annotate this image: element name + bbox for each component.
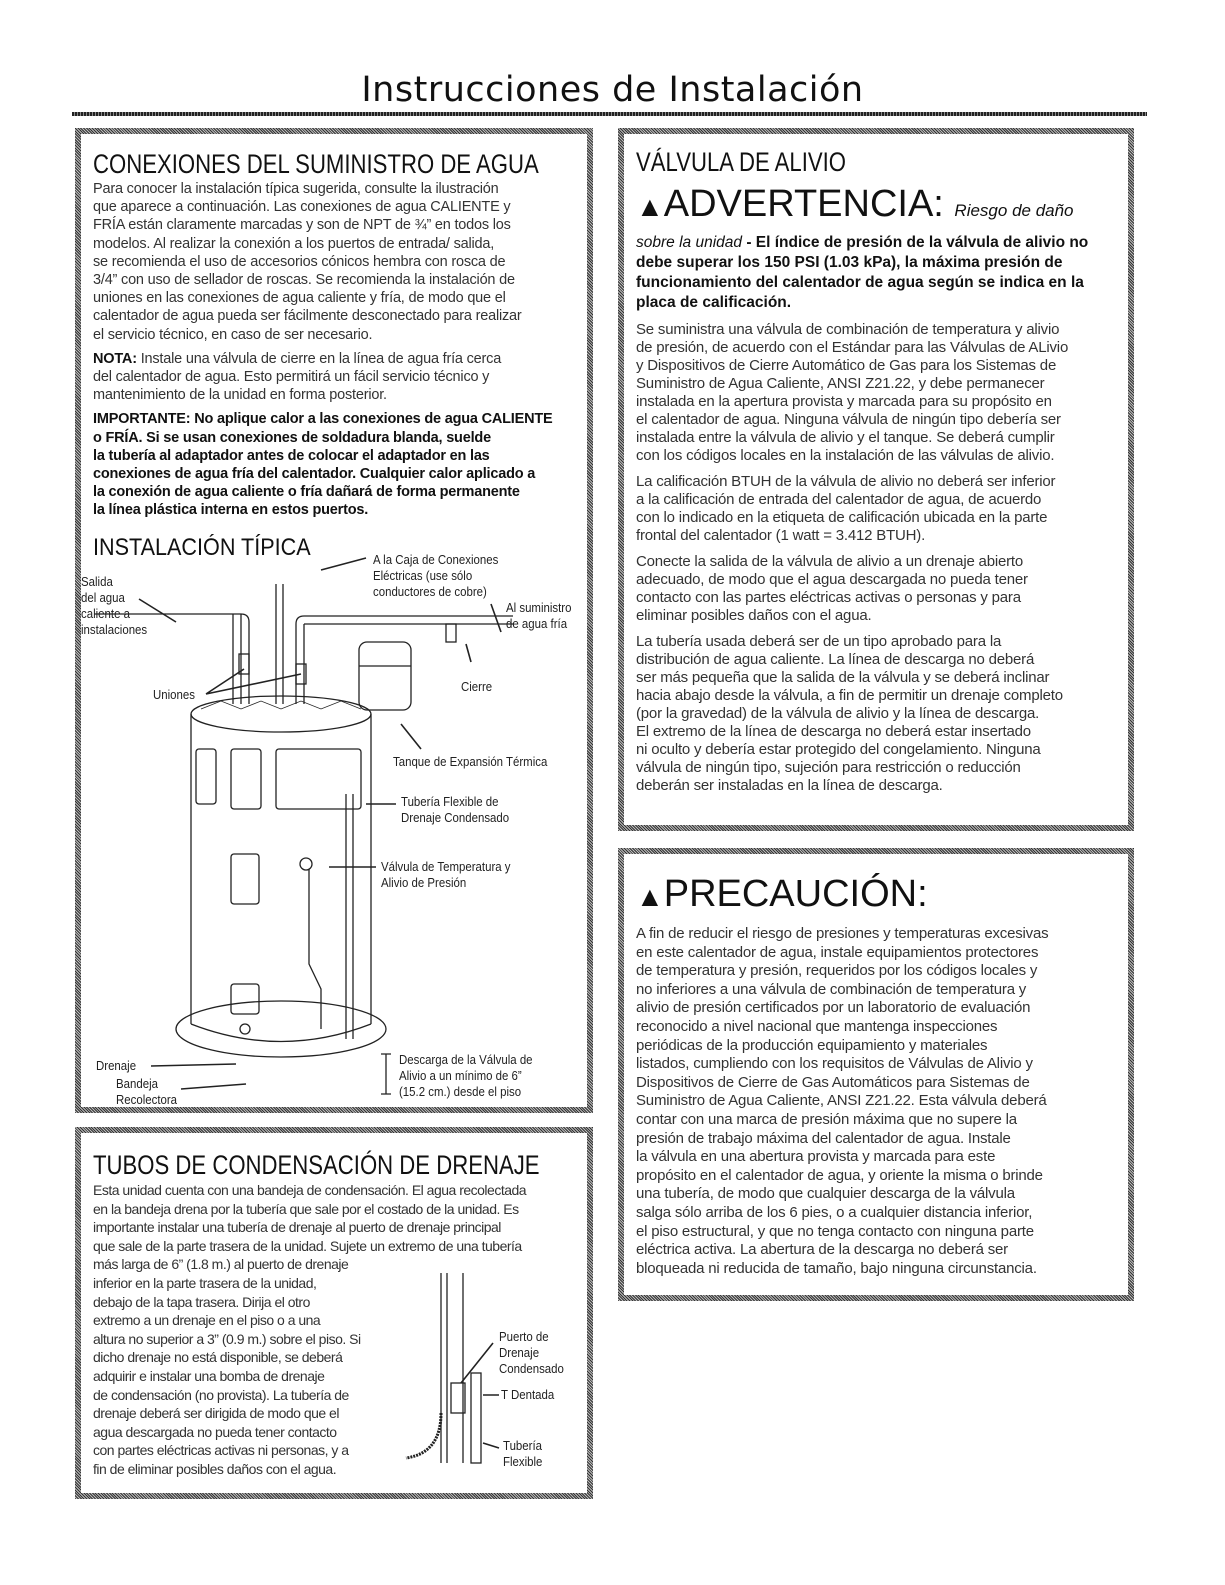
label-tuberia: Tubería Flexible — [503, 1438, 543, 1469]
typical-installation-title: INSTALACIÓN TÍPICA — [93, 534, 311, 561]
relief-p2: La calificación BTUH de la válvula de alivio no deberá ser inferior a la calificación de entrada del calentador de agua, de acuerdo con lo indicado en la etiqueta de calificación ubicada en la parte frontal del calentador (1 watt = 3.412 BTUH). — [636, 473, 1056, 544]
label-salida: Salida del agua caliente a instalaciones — [81, 574, 148, 637]
warning-text — [636, 233, 1116, 313]
label-puerto: Puerto de Drenaje Condensado — [499, 1329, 564, 1376]
title-rule — [72, 112, 1147, 116]
label-drenaje: Drenaje — [96, 1058, 137, 1073]
water-heater-illustration — [81, 554, 587, 1114]
label-descarga: Descarga de la Válvula de Alivio a un mínimo de 6” (15.2 cm.) desde el piso — [399, 1052, 533, 1099]
warning-heading — [636, 182, 1116, 233]
warning-subtitle: Riesgo de daño — [954, 201, 1074, 220]
label-caja: A la Caja de Conexiones Eléctricas (use sólo conductores de cobre) — [373, 552, 499, 599]
warning-triangle-icon: ▲ — [636, 191, 664, 222]
caution-heading — [636, 872, 1116, 919]
label-uniones: Uniones — [153, 687, 195, 702]
importante-label: IMPORTANTE: — [93, 411, 191, 428]
caution-section — [618, 848, 1134, 1301]
condensate-text-full: Esta unidad cuenta con una bandeja de condensación. El agua recolectada en la bandeja drena por la tubería que sale por el costado de la unidad. Es importante instalar una tubería de drenaje al puerto de drenaje principal que sale de la parte trasera de la unidad. Sujete un extremo de una tubería — [93, 1182, 527, 1254]
relief-p3: Conecte la salida de la válvula de alivio a un drenaje abierto adecuado, de modo que el agua descargada no pueda tener contacto con las partes eléctricas activas o personas y para eliminar posibles daños con el agua. — [636, 553, 1028, 624]
condensate-drain-illustration — [381, 1263, 501, 1483]
label-bandeja: Bandeja Recolectora — [116, 1076, 178, 1107]
warning-body: - El índice de presión de la válvula de alivio no debe superar los 150 PSI (1.03 kPa), la máxima presión de funcionamiento del calentador de agua según se indica en la placa de calificación. — [636, 234, 1089, 311]
label-valvula: Válvula de Temperatura y Alivio de Presión — [381, 859, 511, 890]
relief-p4: La tubería usada deberá ser de un tipo aprobado para la distribución de agua caliente. La línea de descarga no deberá ser más pequeña que la salida de la válvula y se deberá inclinar hacia abajo desde la válvula, a fin de permitir un drenaje completo (por la gravedad) de la válvula de alivio y la línea de descarga. El extremo de la línea de descarga no deberá estar insertado ni oculto y debería estar protegido del congelamiento. Ninguna válvula de ningún tipo, sujeción para restricción o reducción deberán ser instaladas en la línea de descarga. — [636, 633, 1063, 794]
section-title: CONEXIONES DEL SUMINISTRO DE AGUA — [93, 149, 539, 179]
label-tuberia-flexible: Tubería Flexible de Drenaje Condensado — [401, 794, 510, 825]
label-cierre: Cierre — [461, 679, 493, 694]
nota-paragraph — [93, 350, 575, 405]
water-supply-section — [75, 128, 593, 1113]
nota-text: Instale una válvula de cierre en la línea de agua fría cerca del calentador de agua. Esto permitirá un fácil servicio técnico y mantenimiento de la unidad en forma posterior. — [93, 350, 502, 404]
warning-triangle-icon: ▲ — [636, 881, 664, 912]
caution-label: PRECAUCIÓN: — [663, 873, 928, 915]
warning-label: ADVERTENCIA: — [663, 183, 944, 225]
section-title: TUBOS DE CONDENSACIÓN DE DRENAJE — [93, 1150, 540, 1180]
label-suministro: Al suministro de agua fría — [506, 600, 572, 631]
page-title: Instrucciones de Instalación — [361, 70, 864, 110]
section-title: VÁLVULA DE ALIVIO — [636, 147, 847, 177]
relief-p1: Se suministra una válvula de combinación de temperatura y alivio de presión, de acuerdo con el Estándar para las Válvulas de ALivio y Dispositivos de Cierre Automático de Gas para los Sistemas de Suministro de Agua Caliente, ANSI Z21.22, y debe permanecer instalada en la apertura provista y marcada para su propósito en el calentador de agua. Ninguna válvula de ningún tipo debería ser instalada entre la válvula de alivio y el tanque. Se deberá cumplir con los códigos locales en la instalación de las válvulas de alivio. — [636, 321, 1069, 464]
label-t-dentada: T Dentada — [501, 1387, 555, 1402]
condensate-drain-section — [75, 1127, 593, 1499]
importante-text: No aplique calor a las conexiones de agua CALIENTE o FRÍA. Si se usan conexiones de soldadura blanda, suelde la tubería al adaptador antes de colocar el adaptador en las conexiones de agua fría del calentador. Cualquier calor aplicado a la conexión de agua caliente o fría dañará de forma permanente la línea plástica interna en estos puertos. — [93, 411, 553, 519]
caution-text: A fin de reducir el riesgo de presiones y temperaturas excesivas en este calentador de agua, instale equipamientos protectores de temperatura y presión, requeridos por los códigos locales y no inferiores a una válvula de combinación de temperatura y alivio de presión certificados por un laboratorio de evaluación reconocido a nivel nacional que mantenga inspecciones periódicas de la producción equipamiento y materiales listados, cumpliendo con los requisitos de Válvulas de Alivio y Dispositivos de Cierre de Gas Automáticos para Sistemas de Suministro de Agua Caliente, ANSI Z21.22. Esta válvula deberá contar con una marca de presión máxima que no supere la presión de trabajo máxima del calentador de agua. Instale la válvula en una abertura provista y marcada para este propósito en el calentador de agua, y oriente la misma o brinde una tubería, de modo que cualquier descarga de la válvula salga sólo arriba de los 6 pies, o a cualquier distancia inferior, el piso estructural, y que no tenga contacto con ninguna parte eléctrica activa. La abertura de la descarga no deberá ser bloqueada ni reducida de tamaño, bajo ninguna circunstancia. — [636, 925, 1049, 1277]
condensate-text-narrow: más larga de 6” (1.8 m.) al puerto de drenaje inferior en la parte trasera de la unidad, debajo de la tapa trasera. Dirija el otro extremo a un drenaje en el piso o a una altura no superior a 3” (0.9 m.) sobre el piso. Si dicho drenaje no está disponible, se deberá adquirir e instalar una bomba de drenaje de condensación (no provista). La tubería de drenaje deberá ser dirigida de modo que el agua descargada no pueda tener contacto con partes eléctricas activas ni personas, y a fin de eliminar posibles daños con el agua. — [93, 1256, 361, 1477]
importante-paragraph — [93, 410, 575, 519]
supply-intro: Para conocer la instalación típica sugerida, consulte la ilustración que aparece a continuación. Las conexiones de agua CALIENTE y FRÍA están claramente marcadas y son de NPT de ¾” en todos los modelos. Al realizar la conexión a los puertos de entrada/ salida, se recomienda el uso de accesorios cónicos hembra con rosca de 3/4” con uso de sellador de roscas. Se recomienda la instalación de uniones en las conexiones de agua caliente y fría, de modo que el calentador de agua pueda ser fácilmente desconectado para realizar el servicio técnico, en caso de ser necesario. — [93, 181, 522, 343]
relief-valve-section — [618, 128, 1134, 831]
warning-subtitle-2: sobre la unidad — [636, 234, 742, 251]
label-tanque: Tanque de Expansión Térmica — [393, 754, 548, 769]
nota-label: NOTA: — [93, 350, 137, 367]
